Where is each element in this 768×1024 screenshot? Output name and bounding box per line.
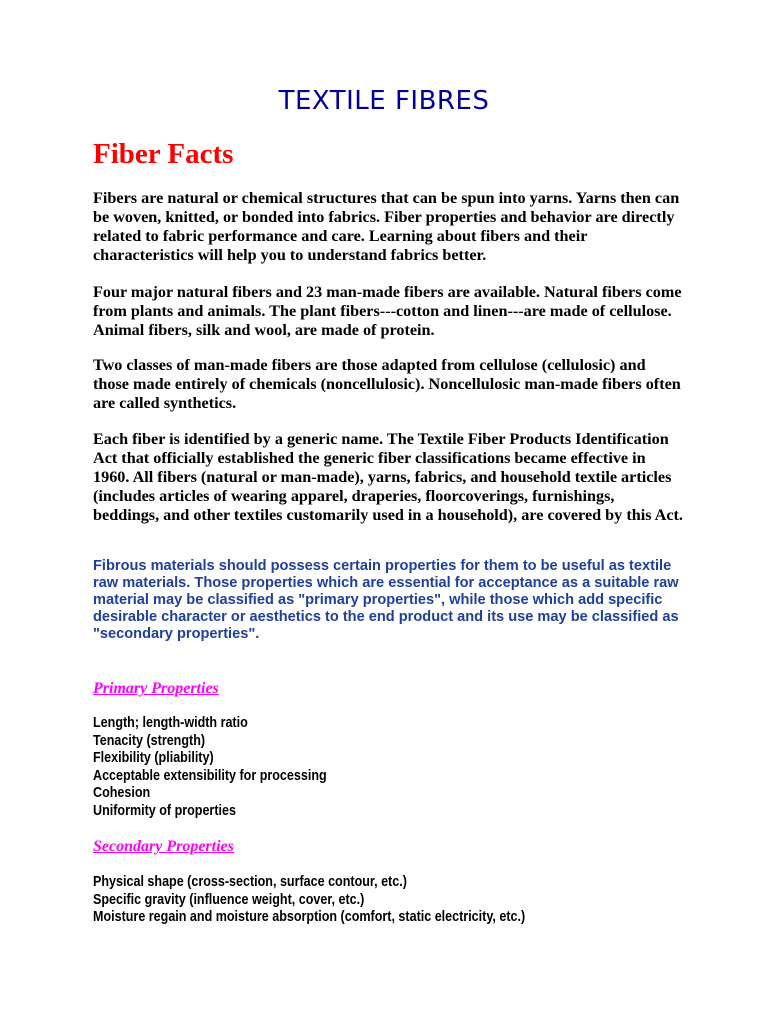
primary-properties-heading: Primary Properties	[93, 680, 219, 697]
primary-properties-list	[93, 715, 683, 821]
list-item: Uniformity of properties	[93, 802, 236, 819]
list-item: Moisture regain and moisture absorption (comfort, static electricity, etc.)	[93, 909, 526, 926]
paragraph-4: Each fiber is identified by a generic name. The Textile Fiber Products Identification Act that officially established the generic fiber classifications became effective in 1960. All fibers (natural or man-made), yarns, fabrics, and household textile articles (includes articles of wearing apparel, draperies, floorcoverings, furnishings, beddings, and other textiles customarily used in a household), are covered by this Act.	[93, 430, 683, 524]
section-heading-fiber-facts: Fiber Facts	[93, 138, 234, 170]
document-title: TEXTILE FIBRES	[278, 86, 490, 116]
list-item: Specific gravity (influence weight, cover, etc.)	[93, 891, 365, 908]
list-item: Acceptable extensibility for processing	[93, 767, 327, 784]
list-item: Physical shape (cross-section, surface contour, etc.)	[93, 874, 407, 890]
secondary-properties-list	[93, 874, 683, 927]
paragraph-3: Two classes of man-made fibers are those adapted from cellulose (cellulosic) and those made entirely of chemicals (noncellulosic). Noncellulosic man-made fibers often are called synthetics.	[93, 356, 681, 412]
list-item: Tenacity (strength)	[93, 732, 206, 749]
list-item: Flexibility (pliability)	[93, 750, 214, 767]
list-item: Cohesion	[93, 785, 151, 802]
paragraph-1: Fibers are natural or chemical structures that can be spun into yarns. Yarns then can be woven, knitted, or bonded into fabrics. Fiber properties and behavior are directly related to fabric performance and care. Learning about fibers and their characteristics will help you to understand fabrics better.	[93, 189, 680, 264]
paragraph-2: Four major natural fibers and 23 man-made fibers are available. Natural fibers come from plants and animals. The plant fibers---cotton and linen---are made of cellulose. Animal fibers, silk and wool, are made of protein.	[93, 283, 682, 339]
secondary-properties-heading: Secondary Properties	[93, 838, 234, 855]
list-item: Length; length-width ratio	[93, 715, 248, 731]
intro-blue-paragraph: Fibrous materials should possess certain properties for them to be useful as textile raw materials. Those properties which are essential for acceptance as a suitable raw material may be classified as "primary properties", while those which add specific desirable character or aesthetics to the end product and its use may be classified as "secondary properties".	[93, 558, 679, 642]
